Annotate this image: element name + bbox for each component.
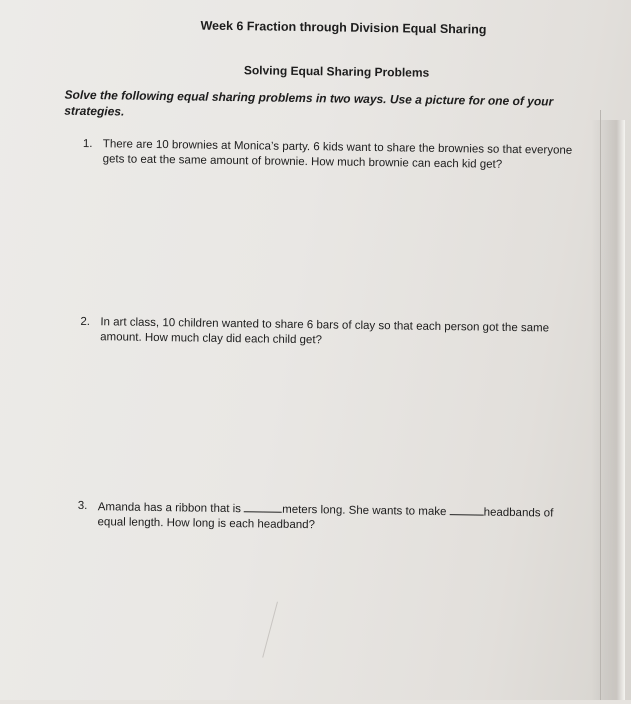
problem-number: 2. <box>80 315 91 329</box>
problem-number: 1. <box>82 137 93 151</box>
headband-count-blank[interactable] <box>450 504 484 515</box>
problem-2 <box>80 315 570 352</box>
worksheet-title: Week 6 Fraction through Division Equal Sharing <box>200 18 487 37</box>
problem-text: There are 10 brownies at Monica’s party. 6 kids want to share the brownies so that everyone gets to eat the same amount of brownie. How much brownie can each kid get? <box>102 138 573 171</box>
problem-text: In art class, 10 children wanted to share 6 bars of clay so that each person got the same amount. How much clay did each child get? <box>100 316 550 347</box>
problem-text-part: headbands of equal length. How long is each headband? <box>97 506 554 532</box>
problem-text <box>97 499 577 537</box>
worksheet-subtitle: Solving Equal Sharing Problems <box>243 63 430 80</box>
problem-1 <box>83 137 573 174</box>
problem-number: 3. <box>77 499 88 513</box>
problem-text-part: meters long. She wants to make <box>282 503 450 519</box>
pencil-mark <box>259 599 282 659</box>
problem-text-part: Amanda has a ribbon that is <box>97 501 245 516</box>
instructions: Solve the following equal sharing problems in two ways. Use a picture for one of your strategies. <box>64 87 554 119</box>
ribbon-length-blank[interactable] <box>244 501 282 513</box>
problem-3 <box>77 499 577 537</box>
